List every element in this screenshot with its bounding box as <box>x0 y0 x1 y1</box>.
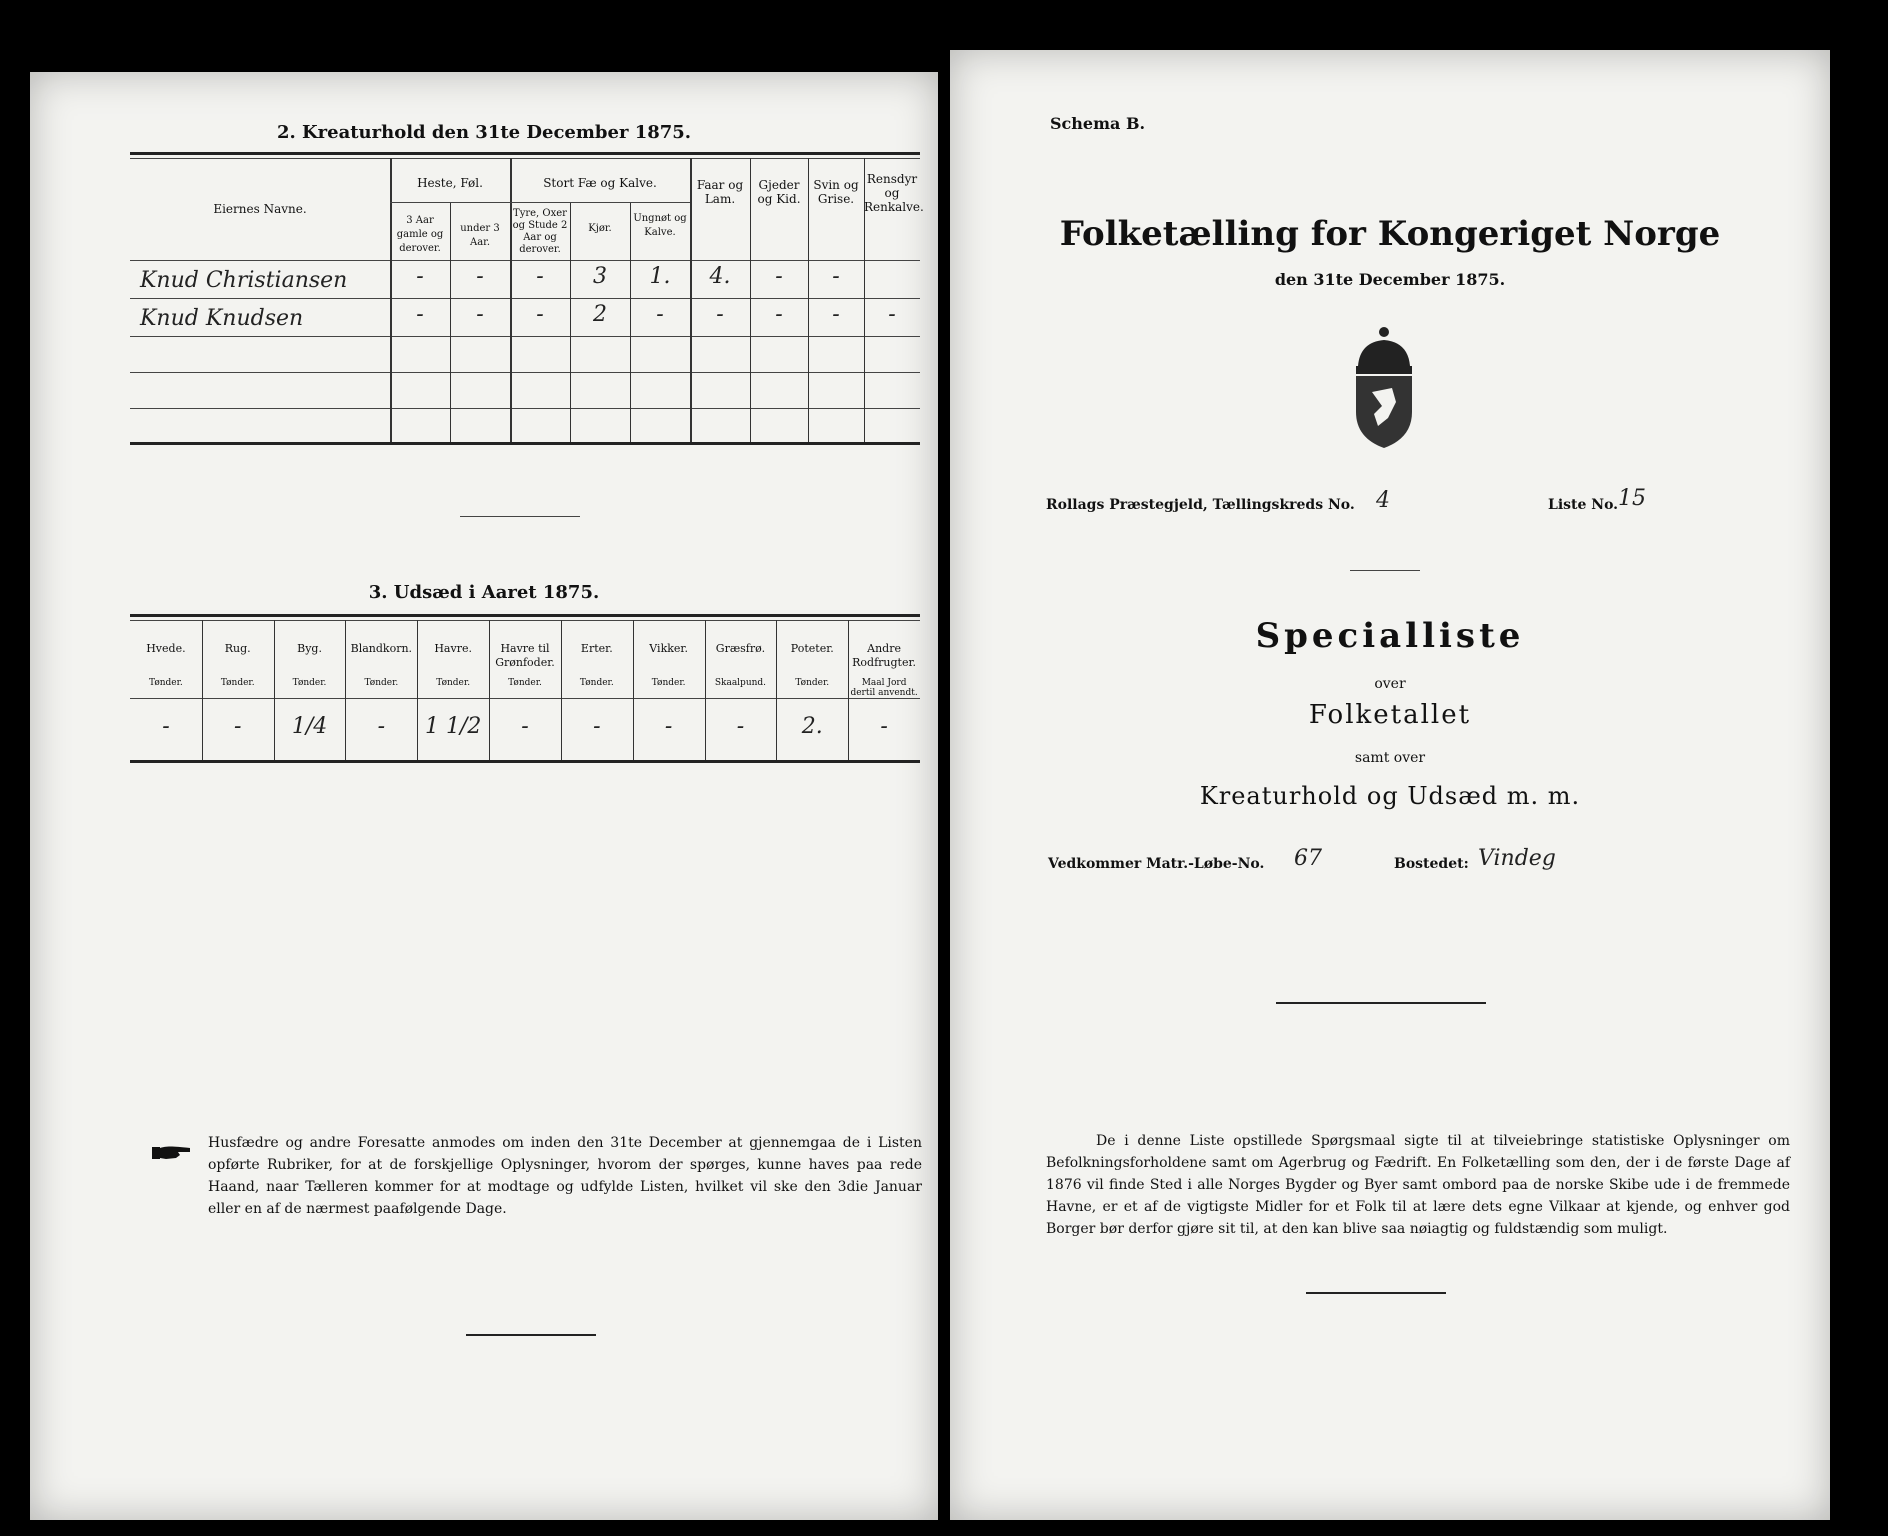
row2-cell: - <box>775 302 783 327</box>
table3-value: - <box>736 714 745 739</box>
explanation-note: De i denne Liste opstillede Spørgsmaal sigte til at tilveiebringe statistiske Oplysninger om Befolkningsforholdene samt om Agerbrug og Fædrift. En Folketælling som den, der i de første Dage af 1876 vil finde Sted i alle Norges Bygder og Byer samt ombord paa de norske Skibe ude i de fremmede Havne, er et af de vigtigste Midler for et Folk til at lære dets egne Vilkaar at kjende, og enhver god Borger bør derfor gjøre sit til, at den kan blive saa nøiagtig og fuldstændig som muligt. <box>1046 1133 1790 1237</box>
row2-cell: - <box>656 302 664 327</box>
pointing-hand-icon <box>150 1142 190 1164</box>
table3-unit: Tønder. <box>149 678 183 688</box>
section3-title: 3. Udsæd i Aaret 1875. <box>368 582 600 603</box>
table3-header-rule <box>130 698 920 699</box>
table3-unit: Tønder. <box>651 678 686 688</box>
matr-number: 67 <box>1294 846 1322 871</box>
table3-header: Vikker. <box>649 642 688 655</box>
table3-top-rule <box>130 614 920 617</box>
table3-header: Rug. <box>224 642 251 655</box>
table2-bottom-rule <box>130 442 920 445</box>
row1-cell: - <box>536 264 544 289</box>
table3-value: - <box>521 714 529 739</box>
specialliste-heading: Specialliste <box>1255 616 1525 656</box>
table3-bottom-rule <box>130 760 920 763</box>
owner-name-1: Knud Christiansen <box>140 268 348 293</box>
row1-cell: - <box>416 264 424 289</box>
separator-rule <box>1350 570 1420 571</box>
table3-unit: Skaalpund. <box>714 678 767 688</box>
table3-header: Havre. <box>434 642 472 655</box>
table3-header: Poteter. <box>790 642 834 655</box>
district-label: Rollags Præstegjeld, Tællingskreds No. <box>1046 497 1355 513</box>
header-heste-b: under 3 Aar. <box>460 223 500 248</box>
table3-header: Græsfrø. <box>715 642 766 655</box>
table3-unit: Tønder. <box>292 678 327 688</box>
samt-over-text: samt over <box>1354 750 1426 766</box>
table2-row-rule-2 <box>130 336 920 337</box>
table2-vline-1 <box>390 158 392 442</box>
census-date: den 31te December 1875. <box>1274 270 1506 289</box>
header-faar: Faar og Lam. <box>696 178 744 206</box>
district-number: 4 <box>1376 488 1390 513</box>
table3-vline <box>417 620 418 760</box>
table3-header: Byg. <box>297 642 322 655</box>
instruction-note: Husfædre og andre Foresatte anmodes om inden den 31te December at gjennemgaa de i Listen opførte Rubriker, for at de forskjellige Oplysninger, hvorom der spørges, kunne haves paa rede Haand, naar Tælleren kommer for at modtage og udfylde Listen, hvilket vil ske den 3die Januar eller en af de nærmest paafølgende Dage. <box>208 1135 922 1217</box>
table2-header-rule <box>130 260 920 261</box>
bottom-rule <box>1306 1292 1446 1294</box>
table3-value: - <box>664 714 673 739</box>
kreatur-heading: Kreaturhold og Udsæd m. m. <box>1199 782 1581 810</box>
header-stort: Stort Fæ og Kalve. <box>543 176 657 190</box>
table3-top-rule-2 <box>130 620 920 621</box>
table2-vline-3 <box>510 158 512 442</box>
row1-cell: - <box>476 264 484 289</box>
table2-subheader-rule <box>390 202 690 203</box>
liste-number: 15 <box>1618 486 1646 511</box>
table3-vline <box>776 620 777 760</box>
table3-unit: Tønder. <box>508 678 542 688</box>
table3-vline <box>345 620 346 760</box>
bosted-label: Bostedet: <box>1394 856 1469 872</box>
header-gjeder: Gjeder og Kid. <box>757 178 801 206</box>
table3-vline <box>561 620 562 760</box>
table3-header: Havre til Grønfoder. <box>495 642 555 669</box>
table3-unit: Tønder. <box>436 678 471 688</box>
table3-header: Blandkorn. <box>350 642 413 655</box>
coat-of-arms-icon <box>1344 322 1424 452</box>
table3-unit: Tønder. <box>364 678 399 688</box>
table3-vline <box>202 620 203 760</box>
bottom-rule <box>466 1334 596 1336</box>
table3-header: Hvede. <box>146 642 186 655</box>
table3-value: 1 1/2 <box>424 714 482 739</box>
table3-value: - <box>377 714 386 739</box>
row2-cell: - <box>716 302 724 327</box>
table2-top-rule <box>130 152 920 155</box>
header-heste: Heste, Føl. <box>417 176 483 190</box>
table2-row-rule-3 <box>130 372 920 373</box>
owner-name-2: Knud Knudsen <box>140 306 304 331</box>
row1-cell: 1. <box>649 264 671 289</box>
header-svin: Svin og Grise. <box>813 178 859 206</box>
table3-value: 2. <box>801 714 823 739</box>
header-heste-a: 3 Aar gamle og derover. <box>396 215 444 254</box>
header-stort-c: Ungnøt og Kalve. <box>633 213 687 238</box>
table2-row-rule-1 <box>130 298 920 299</box>
table3-value: - <box>162 714 170 739</box>
row2-cell: - <box>832 302 840 327</box>
table3-vline <box>274 620 275 760</box>
table3-unit: Maal Jord dertil anvendt. <box>850 678 918 698</box>
left-page <box>30 72 938 1520</box>
bosted-value: Vindeg <box>1478 846 1556 871</box>
table3-value: - <box>593 714 601 739</box>
section2-title: 2. Kreaturhold den 31te December 1875. <box>276 122 692 143</box>
row2-cell: - <box>416 302 424 327</box>
table3-value: 1/4 <box>291 714 328 739</box>
header-names: Eiernes Navne. <box>213 202 307 216</box>
table3-header: Erter. <box>580 642 613 655</box>
right-page <box>950 50 1830 1520</box>
header-rensdyr: Rensdyr og Renkalve. <box>864 172 924 214</box>
table3-vline <box>633 620 634 760</box>
table2-top-rule-2 <box>130 158 920 159</box>
row1-cell: 3 <box>593 264 607 289</box>
table3-header: Andre Rodfrugter. <box>852 642 917 669</box>
table3-value: - <box>880 714 888 739</box>
row1-cell: 4. <box>709 264 731 289</box>
row2-cell: - <box>476 302 484 327</box>
table3-unit: Tønder. <box>795 678 830 688</box>
header-stort-a: Tyre, Oxer og Stude 2 Aar og derover. <box>512 208 568 255</box>
separator-rule <box>460 516 580 517</box>
schema-label: Schema B. <box>1050 114 1146 133</box>
table3-unit: Tønder. <box>579 678 614 688</box>
row1-cell: - <box>775 264 783 289</box>
over-text: over <box>1374 676 1406 692</box>
liste-label: Liste No. <box>1548 497 1619 513</box>
row1-cell: - <box>832 264 840 289</box>
row2-cell: 2 <box>593 302 607 327</box>
folketallet-heading: Folketallet <box>1308 700 1472 730</box>
table3-vline <box>705 620 706 760</box>
table3-vline <box>489 620 490 760</box>
table3-value: - <box>234 714 242 739</box>
separator-rule-2 <box>1276 1002 1486 1004</box>
table3-unit: Tønder. <box>220 678 255 688</box>
header-stort-b: Kjør. <box>588 223 612 234</box>
row2-cell: - <box>536 302 544 327</box>
census-title: Folketælling for Kongeriget Norge <box>1059 214 1721 254</box>
row2-cell: - <box>888 302 896 327</box>
table2-row-rule-4 <box>130 408 920 409</box>
matr-label: Vedkommer Matr.-Løbe-No. <box>1048 856 1265 872</box>
